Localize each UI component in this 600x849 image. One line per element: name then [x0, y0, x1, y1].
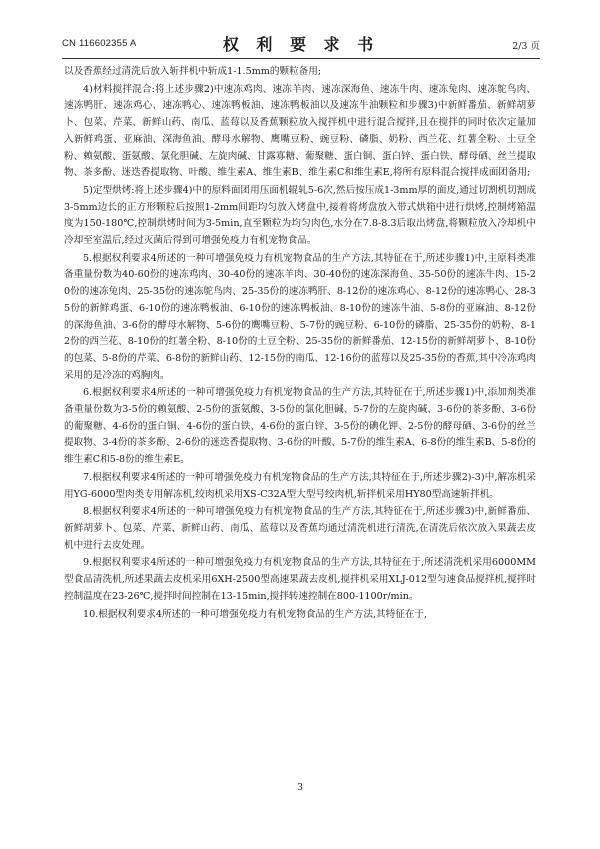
claim-paragraph: 以及香蕉经过清洗后放入斩拌机中斩成1-1.5mm的颗粒备用;	[64, 66, 322, 77]
claim-paragraph: 5)定型烘烤:将上述步骤4)中的原料面团用压面机辊轧5-6次,然后按压成1-3mm厚的面皮,通过切割机切割成3-5mm边长的正方形颗粒后按照1-2mm间距均匀放入烤盘中,接着将烤盘放入带式烘箱中进行烘烤,控制烤箱温度为150-180℃,控制烘烤时间为3-5min,直至颗粒为均匀肉色,水分在7.8-8.3后取出烤盘,将颗粒放入冷却机中冷却至室温后,经过灭菌后得到可增强免疫力有机宠物食品。	[64, 184, 536, 247]
claim-paragraph: 10.根据权利要求4所述的一种可增强免疫力有机宠物食品的生产方法,其特征在于,	[83, 608, 428, 620]
claim-paragraph: 9.根据权利要求4所述的一种可增强免疫力有机宠物食品的生产方法,其特征在于,所述清洗机采用6000MM型食品清洗机,所述果蔬去皮机采用6XH-2500型高速果蔬去皮机,搅拌机采用XLJ-012型匀速食品搅拌机,搅拌时控制温度在23-26℃,搅拌时间控制在13-15min,搅拌转速控制在800-1100r/min。	[64, 557, 536, 602]
page-indicator: 2/3 页	[512, 41, 540, 52]
claim-paragraph: 5.根据权利要求4所述的一种可增强免疫力有机宠物食品的生产方法,其特征在于,所述步骤1)中,主原料类准备重量份数为40-60份的速冻鸡肉、30-40份的速冻羊肉、30-40份的速冻深海鱼、35-50份的速冻牛肉、15-20份的速冻兔肉、25-35份的速冻鸵鸟肉、25-35份的速冻鸭肝、8-12份的速冻鸡心、8-12份的速冻鸭心、28-35份的新鲜鸡蛋、6-10份的速冻鸭板油、6-10份的速冻鸭板油、8-10份的速冻牛油、5-8份的亚麻油、8-12份的深海鱼油、3-6份的酵母水解物、5-6份的鹰嘴豆粉、5-7份的豌豆粉、6-10份的磷脂、25-35份的奶粉、8-12份的西兰花、8-10份的红薯全粉、8-10份的土豆全粉、25-35份的新鲜番茄、12-15份的新鲜胡萝卜、8-10份的包菜、5-8份的芹菜、6-8份的新鲜山药、12-15份的南瓜、12-16份的蓝莓以及25-35份的香蕉,其中冷冻鸡肉采用的是冷冻的鸡胸肉。	[64, 252, 536, 381]
page-number: 3	[296, 782, 304, 793]
header-divider	[62, 58, 540, 59]
claim-paragraph: 6.根据权利要求4所述的一种可增强免疫力有机宠物食品的生产方法,其特征在于,所述步骤1)中,添加剂类准备重量份数为3-5份的赖氨酸、2-5份的蛋氨酸、3-5份的氯化胆碱、5-7份的左旋肉碱、3-6份的茶多酚、3-6份的葡聚糖、4-6份的蛋白铜、4-6份的蛋白铁、4-6份的蛋白锌、3-5份的碘化钾、2-5份的酵母硒、3-6份的丝兰提取物、3-4份的茶多酚、2-6份的迷迭香提取物、3-6份的叶酸、5-7份的维生素A、6-8份的维生素B、5-8份的维生素C和5-8份的维生素E。	[64, 387, 536, 466]
claims-body	[64, 64, 536, 624]
page-header	[62, 30, 540, 56]
claim-paragraph: 4)材料搅拌混合:将上述步骤2)中速冻鸡肉、速冻羊肉、速冻深海鱼、速冻牛肉、速冻兔肉、速冻鸵鸟肉、速冻鸭肝、速冻鸡心、速冻鸭心、速冻鸭板油、速冻鸭板油以及速冻牛油颗粒和步骤3)中新鲜番茄、新鲜胡萝卜、包菜、芹菜、新鲜山药、南瓜、蓝莓以及香蕉颗粒放入搅拌机中进行混合搅拌,且在搅拌的同时依次定量加入新鲜鸡蛋、亚麻油、深海鱼油、酵母水解物、鹰嘴豆粉、豌豆粉、磷脂、奶粉、西兰花、红薯全粉、土豆全粉、赖氨酸、蛋氨酸、氯化胆碱、左旋肉碱、甘露寡糖、葡聚糖、蛋白铜、蛋白锌、蛋白铁、酵母硒、丝兰提取物、茶多酚、迷迭香提取物、叶酸、维生素A、维生素B、维生素C和维生素E,将所有原料混合搅拌成面团备用;	[64, 83, 536, 179]
document-title: 权 利 要 求 书	[222, 35, 380, 54]
claim-paragraph: 8.根据权利要求4所述的一种可增强免疫力有机宠物食品的生产方法,其特征在于,所述步骤3)中,新鲜番茄、新鲜胡萝卜、包菜、芹菜、新鲜山药、南瓜、蓝莓以及香蕉均通过清洗机进行清洗,在清洗后依次放入果蔬去皮机中进行去皮处理。	[64, 506, 536, 551]
publication-number: CN 116602355 A	[62, 38, 137, 49]
claim-paragraph: 7.根据权利要求4所述的一种可增强免疫力有机宠物食品的生产方法,其特征在于,所述步骤2)-3)中,解冻机采用YG-6000型肉类专用解冻机,绞肉机采用XS-C32A型大型号绞肉机,斩拌机采用HY80型高速斩拌机。	[64, 471, 536, 500]
